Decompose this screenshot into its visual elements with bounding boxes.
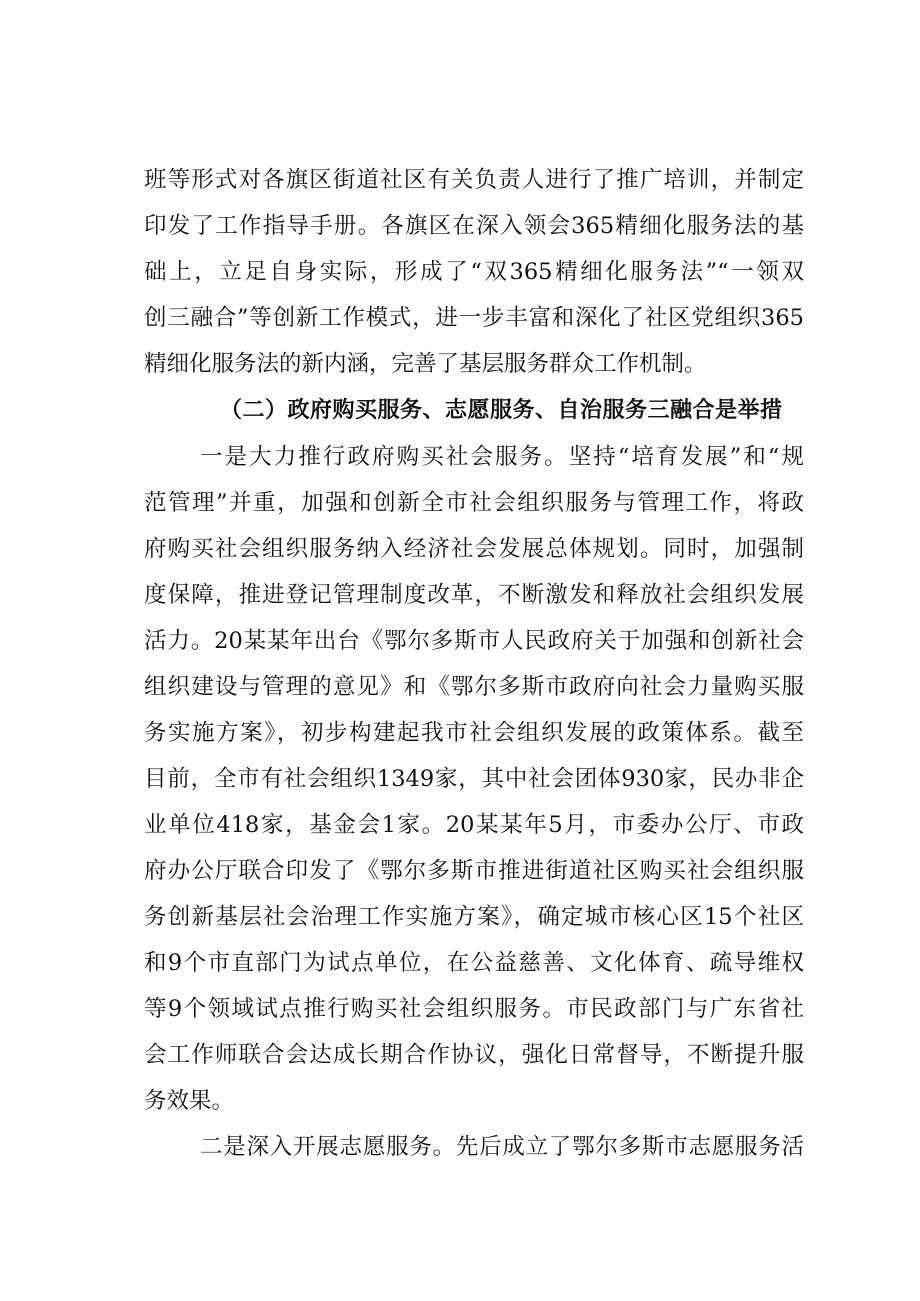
paragraph-line: 活力。20某某年出台《鄂尔多斯市人民政府关于加强和创新社会	[144, 628, 804, 654]
paragraph-line: 一是大力推行政府购买社会服务。坚持“培育发展”和“规	[200, 444, 804, 470]
paragraph-line: 范管理”并重，加强和创新全市社会组织服务与管理工作，将政	[144, 490, 804, 516]
paragraph-line: 务创新基层社会治理工作实施方案》，确定城市核心区15个社区	[144, 904, 804, 930]
paragraph-line: 二是深入开展志愿服务。先后成立了鄂尔多斯市志愿服务活	[200, 1134, 804, 1160]
section-heading: （二）政府购买服务、志愿服务、自治服务三融合是举措	[220, 398, 783, 423]
paragraph-line: 印发了工作指导手册。各旗区在深入领会365精细化服务法的基	[144, 213, 804, 239]
paragraph-line: 班等形式对各旗区街道社区有关负责人进行了推广培训，并制定	[144, 167, 804, 193]
paragraph-line: 度保障，推进登记管理制度改革，不断激发和释放社会组织发展	[144, 582, 804, 608]
paragraph-line: 府办公厅联合印发了《鄂尔多斯市推进街道社区购买社会组织服	[144, 858, 804, 884]
paragraph-line: 务效果。	[144, 1088, 235, 1114]
paragraph-line: 目前，全市有社会组织1349家，其中社会团体930家，民办非企	[144, 766, 804, 792]
paragraph-line: 会工作师联合会达成长期合作协议，强化日常督导，不断提升服	[144, 1042, 804, 1068]
paragraph-line: 业单位418家，基金会1家。20某某年5月，市委办公厅、市政	[144, 812, 804, 838]
paragraph-line: 府购买社会组织服务纳入经济社会发展总体规划。同时，加强制	[144, 536, 804, 562]
paragraph-line: 创三融合”等创新工作模式，进一步丰富和深化了社区党组织365	[144, 305, 804, 331]
paragraph-line: 务实施方案》，初步构建起我市社会组织发展的政策体系。截至	[144, 720, 804, 746]
paragraph-line: 等9个领域试点推行购买社会组织服务。市民政部门与广东省社	[144, 996, 804, 1022]
paragraph-line: 精细化服务法的新内涵，完善了基层服务群众工作机制。	[144, 351, 707, 377]
paragraph-line: 和9个市直部门为试点单位，在公益慈善、文化体育、疏导维权	[144, 950, 804, 976]
paragraph-line: 础上，立足自身实际，形成了“双365精细化服务法”“一领双	[144, 259, 804, 285]
paragraph-line: 组织建设与管理的意见》和《鄂尔多斯市政府向社会力量购买服	[144, 674, 804, 700]
